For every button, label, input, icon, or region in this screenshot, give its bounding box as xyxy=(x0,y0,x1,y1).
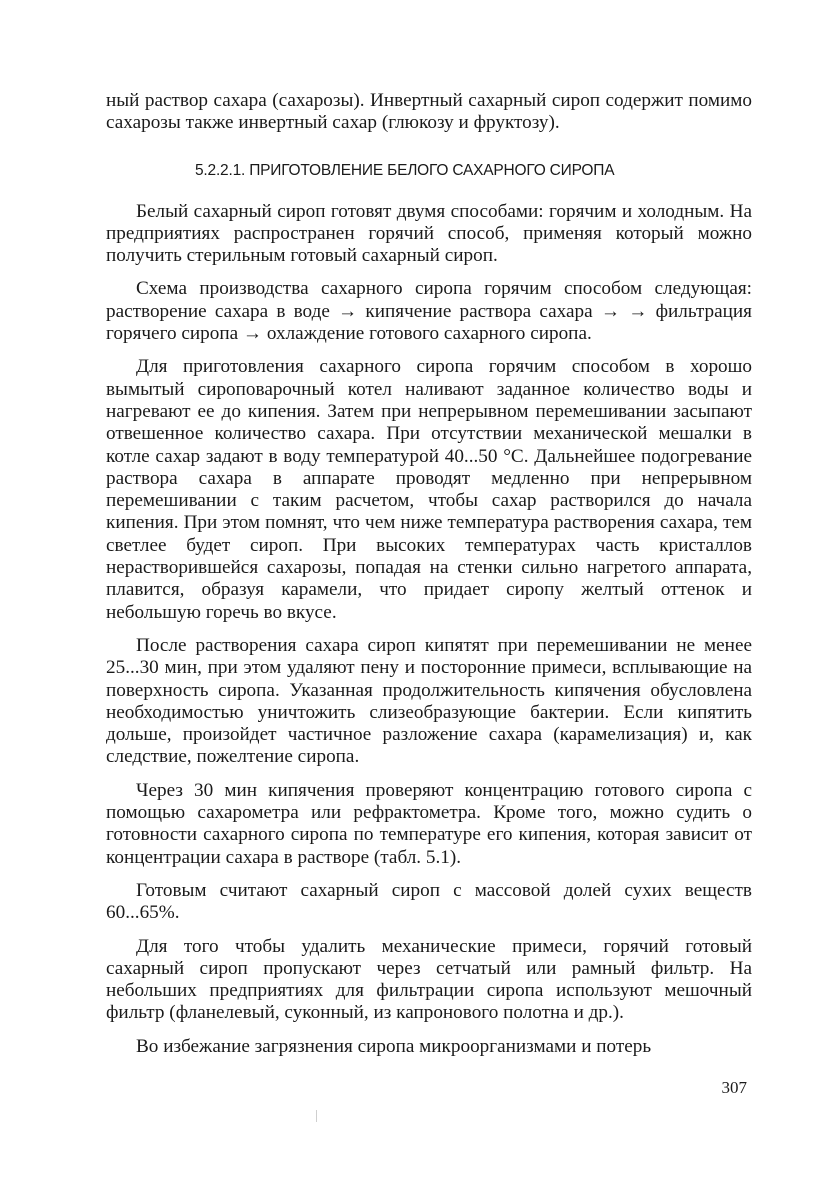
paragraph: Во избежание загрязнения сиропа микроорганизмами и потерь xyxy=(136,1035,652,1057)
paragraph-continued: ный раствор сахара (сахарозы). Инвертный сахарный сироп содержит помимо сахарозы также инвертный сахар (глюкозу и фруктозу). xyxy=(106,90,752,134)
scan-mark xyxy=(316,1110,317,1122)
paragraph: Белый сахарный сироп готовят двумя способами: горячим и холодным. На предприятиях распространен горячий способ, применяя который можно получить стерильным готовый сахарный сироп. xyxy=(106,200,752,267)
paragraph: Через 30 мин кипячения проверяют концентрацию готового сиропа с помощью сахарометра или рефрактометра. Кроме того, можно судить о готовности сахарного сиропа по температуре его кипения, которая зависит от концентрации сахара в растворе (табл. 5.1). xyxy=(106,779,752,868)
section-heading: 5.2.2.1. ПРИГОТОВЛЕНИЕ БЕЛОГО САХАРНОГО СИРОПА xyxy=(195,161,615,179)
paragraph: После растворения сахара сироп кипятят при перемешивании не менее 25...30 мин, при этом удаляют пену и посторонние примеси, всплывающие на поверхность сиропа. Указанная продолжительность кипячения обусловлена необходимостью уничтожить слизеобразующие бактерии. Если кипятить дольше, произойдет частичное разложение сахара (карамелизация) и, как следствие, пожелтение сиропа. xyxy=(106,634,752,768)
paragraph: Готовым считают сахарный сироп с массовой долей сухих веществ 60...65%. xyxy=(106,879,752,924)
paragraph: Схема производства сахарного сиропа горячим способом следующая: растворение сахара в воде → кипячение раствора сахара → → фильтрация горячего сиропа → охлаждение готового сахарного сиропа. xyxy=(106,278,752,345)
page-body xyxy=(106,90,752,1058)
page-number: 307 xyxy=(721,1078,747,1097)
paragraph: Для приготовления сахарного сиропа горячим способом в хорошо вымытый сироповарочный котел наливают заданное количество воды и нагревают ее до кипения. Затем при непрерывном перемешивании засыпают отвешенное количество сахара. При отсутствии механической мешалки в котле сахар задают в воду температурой 40...50 °С. Дальнейшее подогревание раствора сахара в аппарате проводят медленно при непрерывном перемешивании с таким расчетом, чтобы сахар растворился до начала кипения. При этом помнят, что чем ниже температура растворения сахара, тем светлее будет сироп. При высоких температурах часть кристаллов нерастворившейся сахарозы, попадая на стенки сильно нагретого аппарата, плавится, образуя карамели, что придает сиропу желтый оттенок и небольшую горечь во вкусе. xyxy=(106,356,752,623)
paragraph: Для того чтобы удалить механические примеси, горячий готовый сахарный сироп пропускают через сетчатый или рамный фильтр. На небольших предприятиях для фильтрации сиропа используют мешочный фильтр (фланелевый, суконный, из капронового полотна и др.). xyxy=(106,935,752,1024)
